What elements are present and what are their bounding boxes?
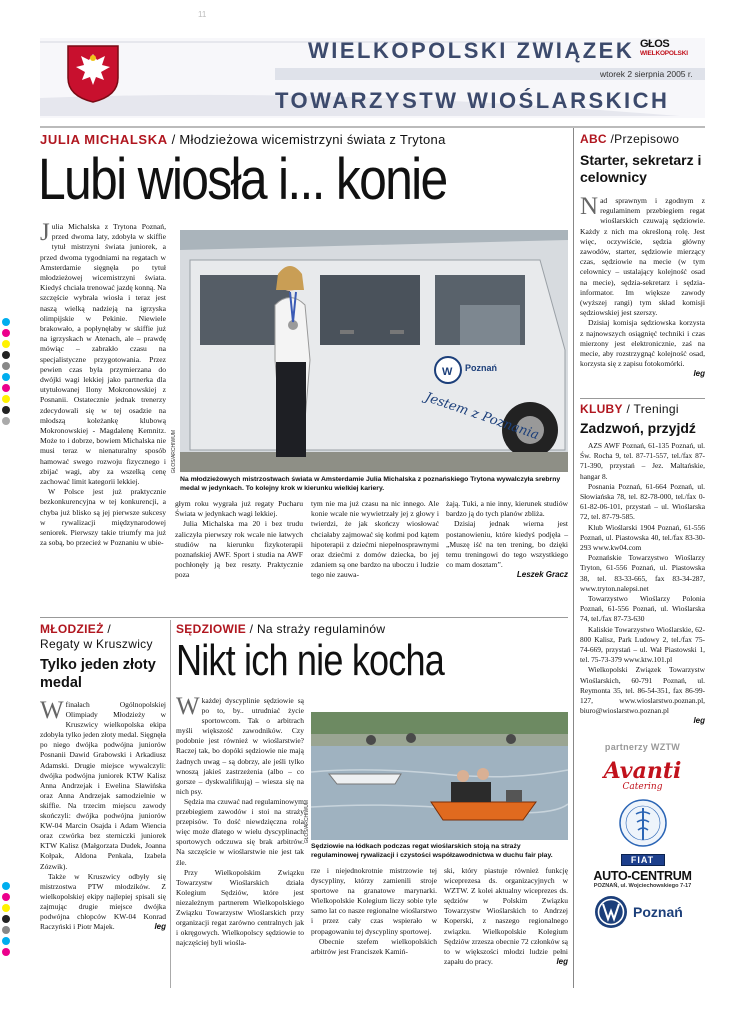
vw-logo <box>594 895 705 929</box>
club-entry: Kaliskie Towarzystwo Wioślarskie, 62-800 Kalisz, Park Ludowy 2, tel./fax 75-74-669, przystań – ul. Wał Piastowski 1, tel. 75-73-379 www.ktw.101.pl <box>580 624 705 665</box>
partners-title: partnerzy WZTW <box>604 742 681 752</box>
kluby-list <box>580 441 705 725</box>
sedziowie-signature: leg <box>556 956 568 966</box>
fiat-logo: FIAT <box>621 854 665 866</box>
abc-headline: Starter, sekretarz i celownicy <box>580 152 702 185</box>
sedziowie-col2-text: rze i niejednokrotnie mistrzowie tej dyscypliny, którzy zamienili stroje sportowe na granatowe marynarki. Wielkopolskie Kolegium liczy sobie tyle samo lat co nasze regionalne wioślarstwo i przez cały czas wspierało w propagowaniu tej dyscypliny sportowej. <box>311 866 437 936</box>
header-title-line1: WIELKOPOLSKI ZWIĄZEK <box>308 38 635 63</box>
abc-signature: leg <box>693 369 705 379</box>
main-col2-text: głym roku wygrała już regaty Pucharu Świata w jedynkach wagi lekkiej. <box>175 499 303 519</box>
van-brand: Poznań <box>465 363 498 373</box>
sedziowie-col2b: Obecnie szefem wielkopolskich arbitrów jest Franciszek Kamiń- <box>311 936 437 956</box>
mlodziez-kicker-rest: / <box>103 622 112 636</box>
kluby-headline: Zadzwoń, przyjdź <box>580 420 696 436</box>
registration-marks-bottom <box>2 882 12 972</box>
main-col1: Julia Michalska z Trytona Poznań, przed dwoma laty, zdobyła w skiffie tytuł mistrzyni świata juniorek, a przed dwoma tygodniami na regatach w Amsterdamie sięgnęła po tytuł młodzieżowej wicemistrzyni świata. Kiedyś chciała trenować jazdę konną. Na szczęście wybrała wiosła i teraz jest naszą wielką nadzieją na igrzyska olimpijskie w Pekinie. Niewiele brakowało, a popłynęłaby w skiffie już na igrzyskach w Atenach, ale – prawdę mówiąc – zabrakło czasu na specjalistyczne przygotowania. Przez pewien czas była przymierzana do dwójki wagi lekkiej jako partnerka dla utytułowanej Ilony Mokronowskiej z Posnanii. Ostatecznie jednak trenerzy zdecydowali się w tej osadzie na młodszą koleżankę klubową Mokronowskiej - Magdalenę Kemnitz. Może to i dobrze, bowiem Michalska nie musi teraz w nienaturalny sposób hamować swego rozwoju fizycznego i zbijać wagi, aby za wszelką cenę zachować limit kategorii lekkiej. W Polsce jest już praktycznie bezkonkurencyjna w tej konkurencji, a chyba już blisko są jej pierwsze sukcesy w rywalizacji międzynarodowej seniorek. Pierwszy takie triumfy ma już za sobą, bo przecież w Poznaniu w ubie- <box>40 219 166 548</box>
newspaper-logo-top: GŁOS <box>640 38 670 50</box>
main-headline: Lubi wiosła i... konie <box>38 147 447 212</box>
main-kicker <box>40 132 560 147</box>
kluby-kicker-rest: / Treningi <box>622 402 679 416</box>
sedziowie-kicker <box>176 622 385 636</box>
sedziowie-col3-text: ski, który piastuje również funkcję wiceprezesa ds. organizacyjnych w WZTW. Z kolei aktualny wiceprezes ds. sędziów w Polskim Związku Towarzystw Wioślarskich to Andrzej Koperski, z naszego regionalnego związku. Wielkopolskie Kolegium Sędziów zrzesza obecnie 72 członków są to w większości młodzi ludzie pełni zapału do pracy. <box>444 866 568 966</box>
vw-city: Poznań <box>633 904 683 920</box>
mlodziez-signature: leg <box>154 922 166 932</box>
abc-body: Nad sprawnym i zgodnym z regulaminem przebiegiem regat wioślarskich czuwają sędziowie. Każdy z nich ma określoną rolę. Jest więc, oczywiście, sędzia główny zawodów, starter, sędziowie mierzący czas, sędziowie na mecie (w tym celownicy – ustalający kolejność osad na mecie), sędzia-sekretarz i sędzia-informator. Im większe zawody (wyższej rangi) tym skład komisji sędziowskiej jest szerszy. Dzisiaj komisja sędziowska korzysta z najnowszych osiągnięć techniki i czas mierzony jest elektronicznie, zaś na mecie, aby rozstrzygnąć kolejność osad, korzysta się z zapisu fotokomórki. leg <box>580 193 705 379</box>
main-col4-text: żają. Tuki, a nie inny, kierunek studiów bardzo ją do tych planów zbliża. <box>446 499 568 519</box>
kluby-kicker <box>580 402 679 416</box>
main-col1-text: ulia Michalska z Trytona Poznań, przed dwoma laty, zdobyła w skiffie tytuł mistrzyni świata juniorek, a przed dwoma tygodniami na regatach w Amsterdamie sięgnęła po tytuł młodzieżowej wicemistrzyni świata. Kiedyś chciała trenować jazdę konną. Na szczęście wybrała wiosła i teraz jest naszą wielką nadzieją na igrzyska olimpijskie w Pekinie. Niewiele brakowało, a popłynęłaby w skiffie już na igrzyskach w Atenach, ale – prawdę mówiąc – zabrakło czasu na specjalistyczne przygotowania. Przez pewien czas była przymierzana do dwójki wagi lekkiej jako partnerka dla utytułowanej Ilony Mokronowskiej z Posnanii. Ostatecznie jednak trenerzy zdecydowali się w tej osadzie na młodszą koleżankę klubową Mokronowskiej - Magdalenę Kemnitz. Może to i dobrze, bowiem Michalska nie musi teraz w nienaturalny sposób hamować swego rozwoju fizycznego i zbijać wagi, aby za wszelką cenę zachować limit kategorii lekkiej. <box>40 222 166 487</box>
main-photo-credit: GŁOS/ARCHIWUM <box>171 430 177 474</box>
sedziowie-kicker-name: SĘDZIOWIE <box>176 622 247 636</box>
sedziowie-col3 <box>444 866 568 967</box>
main-col4b: Dzisiaj jednak wierna jest postanowieniu, które kiedyś podjęła – „Muszę iść na ten trening, bo dzięki temu treningowi do tego wszystkiego co mam dosztam”. <box>446 519 568 570</box>
main-col3 <box>311 499 439 581</box>
main-col3-text: tym nie ma już czasu na nic innego. Ale konie wcale nie wywietrzały jej z głowy i twierdzi, że jak skończy wiosłować chciałaby zajmować się końmi pod kątem hipoterapii z dziećmi niepełnosprawnymi oraz dziećmi z domów dziecka, bo jej zdaniem są one bardzo na uboczu i ludzie tego nie zauwa- <box>311 499 439 580</box>
avanti-name: Avanti <box>603 758 682 784</box>
avanti-logo <box>580 760 705 792</box>
main-kicker-name: JULIA MICHALSKA <box>40 132 168 147</box>
mlodziez-kicker <box>40 622 168 652</box>
vw-icon <box>594 895 628 929</box>
club-entry: Klub Wioślarski 1904 Poznań, 61-556 Poznań, ul. Piastowska 40, tel./fax 83-30-293 www.kw04.com <box>580 522 705 553</box>
page-number: 11 <box>198 10 207 19</box>
sedziowie-photo-credit: GŁOS/ARCHIWUM <box>304 800 310 844</box>
club-entry: Towarzystwo Wioślarzy Polonia Poznań, 61-556 Poznań, ul. Wioślarska 74, tel./fax 87-73-630 <box>580 594 705 624</box>
mlodziez-text: finałach Ogólnopolskiej Olimpiady Młodzieży w Kruszwicy wielkopolska ekipa zdobyła tylko jeden złoty medal. Sięgnęła po niego dwójka podwójna juniorów Posnanii Dawid Grabowski i Arkadiusz Adamski. Drugie miejsce wywalczyli: dwójka podwójna juniorek KTW Kalisz Anna Andrzejak i Ewelina Sławińska oraz Anna Andrzejak samodzielnie w skiffie. Na trzecim miejscu zawody skończyli: dwójka podwójna juniorów KW-04 Marcin Osajda i Adam Wiencia oraz czwórka bez sterniczki juniorek KTW Kalisz (Małgorzata Dudek, Joanna Kołpak, Aldona Penkala, Izabela Zózwik). <box>40 700 166 871</box>
main-col2b: Julia Michalska ma 20 i bez trudu zaliczyła pierwszy rok wcale nie łatwych studiów na kierunku fizykoterapii poznańskiej AWF. Sport i studia na AWF pochłonęły ją bez reszty. Praktycznie poza <box>175 519 303 580</box>
main-photo <box>180 230 568 472</box>
registration-marks <box>2 318 12 438</box>
mlodziez-kicker-line2: Regaty w Kruszwicy <box>40 637 153 651</box>
main-col4 <box>446 499 568 581</box>
sedziowie-col1-text: każdej dyscyplinie sędziowie są po to, by.. utrudniać życie sportowcom. Tak o arbitrach myśli większość zawodników. Czy podobnie jest również w wioślarstwie? Raczej tak, bo dopóki sędziowie nie mają żadnych uwag – są dobrzy, ale jeśli tylko wnoszą jakieś zastrzeżenia (albo – co gorsze – dyskwalifikują) – wiesza się na nich psy. <box>176 696 304 796</box>
kluby-kicker-name: KLUBY <box>580 402 623 416</box>
club-entry: Poznańskie Towarzystwo Wioślarzy Tryton, 61-556 Poznań, ul. Piastowska 38, tel. 83-33-665, fax 83-34-287, www.tryton.nalepsi.net <box>580 553 705 593</box>
svg-text:W: W <box>442 366 453 378</box>
abc-kicker-name: ABC <box>580 132 607 146</box>
newspaper-logo-bottom: WIELKOPOLSKI <box>640 50 688 57</box>
main-photo-caption: Na młodzieżowych mistrzostwach świata w Amsterdamie Julia Michalska z poznańskiego Trytona wywalczyła srebrny medal w jedynkach. To kolejny krok w kierunku wielkiej kariery. <box>180 476 561 492</box>
sedziowie-photo-caption: Sędziowie na łódkach podczas regat wioślarskich stoją na straży regulaminowej rywalizacji i czystości współzawodnictwa w duchu fair play. <box>311 843 553 859</box>
van-text: Jestem z Poznania <box>423 390 541 444</box>
sedziowie-col1: Wkażdej dyscyplinie sędziowie są po to, by.. utrudniać życie sportowcom. Tak o arbitrach myśli większość zawodników. Czy podobnie jest również w wioślarstwie? Raczej tak, bo dopóki sędziowie nie mają żadnych uwag – są dobrzy, ale jeśli tylko wnoszą jakieś zastrzeżenia (albo – co gorsze – dyskwalifikują) – wiesza się na nich psy. Sędzia ma czuwać nad regulaminowym przebiegiem zawodów i stoi na straży przepisów. To dość niewdzięczna rola więc może dlatego w wielu dyscyplinach sportowych odczuwa się brak arbitrów. Na szczęście w wioślarstwie nie jest tak źle. Przy Wielkopolskim Związku Towarzystw Wioślarskich działa Kolegium Sędziów, które jest niezależnym partnerem Wielkopolskiego Związku Towarzystw Wioślarskich przy organizacji regat zarówno centralnych jak i okręgowych. Wielkopolscy sędziowie to najczęściej byli wiośla- <box>176 693 304 948</box>
auto-centrum-name: AUTO-CENTRUM <box>593 869 692 883</box>
mlodziez-kicker-name: MŁODZIEŻ <box>40 622 104 636</box>
caduceus-emblem <box>618 798 668 848</box>
auto-centrum-address: POZNAŃ, ul. Wojciechowskiego 7-17 <box>593 883 692 889</box>
club-entry: Posnania Poznań, 61-664 Poznań, ul. Słowiańska 78, tel. 82-78-000, tel./fax 0-61-82-06-101, przystań – ul. Wioślarska 72, tel. 87-79-585. <box>580 481 705 522</box>
sedziowie-col1c: Przy Wielkopolskim Związku Towarzystw Wioślarskich działa Kolegium Sędziów, które jest niezależnym partnerem Wielkopolskiego Związku Towarzystw Wioślarskich przy organizacji regat zarówno centralnych jak i okręgowych. Wielkopolscy sędziowie to najczęściej byli wiośla- <box>176 867 304 948</box>
club-entry: AZS AWF Poznań, 61-135 Poznań, ul. Św. Rocha 9, tel. 87-71-557, tel./fax 87-71-390, przystań – Jez. Maltańskie, hangar 8. <box>580 441 705 481</box>
abc-kicker-rest: /Przepisowo <box>606 132 680 146</box>
club-entry: Wielkopolski Związek Towarzystw Wioślarskich, 60-791 Poznań, ul. Reymonta 35, tel. 86-54-351, fax 86-99-127, www.wioslarstwo.poznan.pl, biuro@wioslarstwo.poznan.pl <box>580 665 705 716</box>
main-signature: Leszek Gracz <box>516 570 568 580</box>
sedziowie-col2 <box>311 866 437 957</box>
sedziowie-kicker-rest: / Na straży regulaminów <box>246 622 386 636</box>
partners-box <box>580 742 705 986</box>
emblem <box>66 44 120 104</box>
mlodziez-headline: Tylko jeden złoty medal <box>40 657 156 691</box>
abc-text: ad sprawnym i zgodnym z regulaminem przebiegiem regat wioślarskich czuwają sędziowie. Każdy z nich ma określoną rolę. Jest więc, oczywiście, sędzia główny zawodów, starter, sędziowie mierzący czas, sędziowie na mecie (w tym celownicy – ustalający kolejność osad na mecie), sędzia-sekretarz i sędzia-informator. Im większe zawody (wyższej rangi) tym skład komisji sędziowskiej jest szerszy. <box>580 196 705 318</box>
mlodziez-text2: Także w Kruszwicy odbyły się mistrzostwa PTW młodzików. Z wielkopolskiej ekipy najlepiej spisali się zajmując drugie miejsce dwójka podwójna chłopców KW-04 Konrad Raczyński i Piotr Majek. <box>40 871 166 932</box>
header-date: wtorek 2 sierpnia 2005 r. <box>600 69 693 79</box>
sedziowie-headline: Nikt ich nie kocha <box>176 636 444 685</box>
newspaper-logo <box>640 40 702 58</box>
avanti-sub: Catering <box>622 782 663 792</box>
header-title-line2: TOWARZYSTW WIOŚLARSKICH <box>275 88 670 113</box>
main-col2 <box>175 499 303 581</box>
abc-kicker <box>580 132 679 146</box>
abc-text2: Dzisiaj komisja sędziowska korzysta z najnowszych osiągnięć techniki i czas mierzony jest elektronicznie, zaś na mecie, aby rozstrzygnąć kolejność osad, korzysta się z zapisu fotokomórki. <box>580 318 705 369</box>
kluby-signature: leg <box>693 716 705 726</box>
main-col1b: W Polsce jest już praktycznie bezkonkurencyjna w tej konkurencji, a chyba już blisko są jej pierwsze sukcesy w rywalizacji międzynarodowej seniorek. Pierwszy takie triumfy ma już za sobą, bo przecież w Poznaniu w ubie- <box>40 487 166 548</box>
mlodziez-body: W finałach Ogólnopolskiej Olimpiady Młodzieży w Kruszwicy wielkopolska ekipa zdobyła tylko jeden złoty medal. Sięgnęła po niego dwójka podwójna juniorów Posnanii Dawid Grabowski i Arkadiusz Adamski. Drugie miejsce wywalczyli: dwójka podwójna juniorek KTW Kalisz Anna Andrzejak i Ewelina Sławińska oraz Anna Andrzejak samodzielnie w skiffie. Na trzecim miejscu zawody skończyli: dwójka podwójna juniorów KW-04 Marcin Osajda i Adam Wiencia oraz czwórka bez sterniczki juniorek KTW Kalisz (Małgorzata Dudek, Joanna Kołpak, Aldona Penkala, Izabela Zózwik). Także w Kruszwicy odbyły się mistrzostwa PTW młodzików. Z wielkopolskiej ekipy najlepiej spisali się zajmując drugie miejsce dwójka podwójna chłopców KW-04 Konrad Raczyński i Piotr Majek. leg <box>40 697 166 932</box>
boat-photo <box>311 712 568 840</box>
sedziowie-col1b: Sędzia ma czuwać nad regulaminowym przebiegiem zawodów i stoi na straży przepisów. To dość niewdzięczna rola więc może dlatego w wielu dyscyplinach sportowych odczuwa się brak arbitrów. Na szczęście w wioślarstwie nie jest tak źle. <box>176 796 304 867</box>
main-kicker-rest: / Młodzieżowa wicemistrzyni świata z Trytona <box>167 132 446 147</box>
